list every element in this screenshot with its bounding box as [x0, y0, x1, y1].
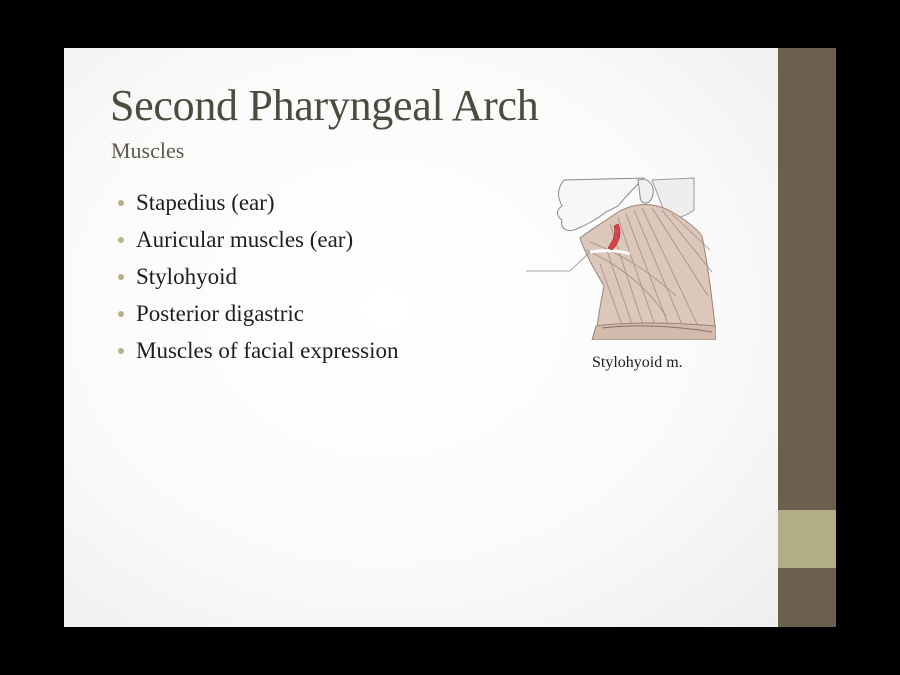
bullet-dot-icon: [118, 274, 124, 280]
side-decor-accent: [778, 510, 836, 568]
bullet-item: [118, 258, 399, 295]
bullet-dot-icon: [118, 200, 124, 206]
bullet-list: [118, 184, 399, 369]
bullet-item: [118, 332, 399, 369]
bullet-text: Stylohyoid: [136, 264, 237, 289]
bullet-text: Posterior digastric: [136, 301, 304, 326]
bullet-item: [118, 295, 399, 332]
bullet-text: Auricular muscles (ear): [136, 227, 354, 252]
bullet-dot-icon: [118, 348, 124, 354]
figure-caption: Stylohyoid m.: [592, 354, 683, 371]
neck-muscle-mass: [580, 205, 716, 337]
ear-outline: [638, 179, 653, 203]
bullet-item: [118, 184, 399, 221]
bullet-dot-icon: [118, 237, 124, 243]
neck-muscles-illustration: [526, 176, 716, 340]
slide-title: Second Pharyngeal Arch: [110, 81, 539, 130]
bullet-item: [118, 221, 399, 258]
slide-subtitle: Muscles: [111, 138, 185, 163]
bullet-text: Muscles of facial expression: [136, 338, 399, 363]
bullet-dot-icon: [118, 311, 124, 317]
slide-canvas: [64, 48, 778, 627]
leader-line-connector: [570, 252, 590, 271]
bullet-text: Stapedius (ear): [136, 190, 275, 215]
